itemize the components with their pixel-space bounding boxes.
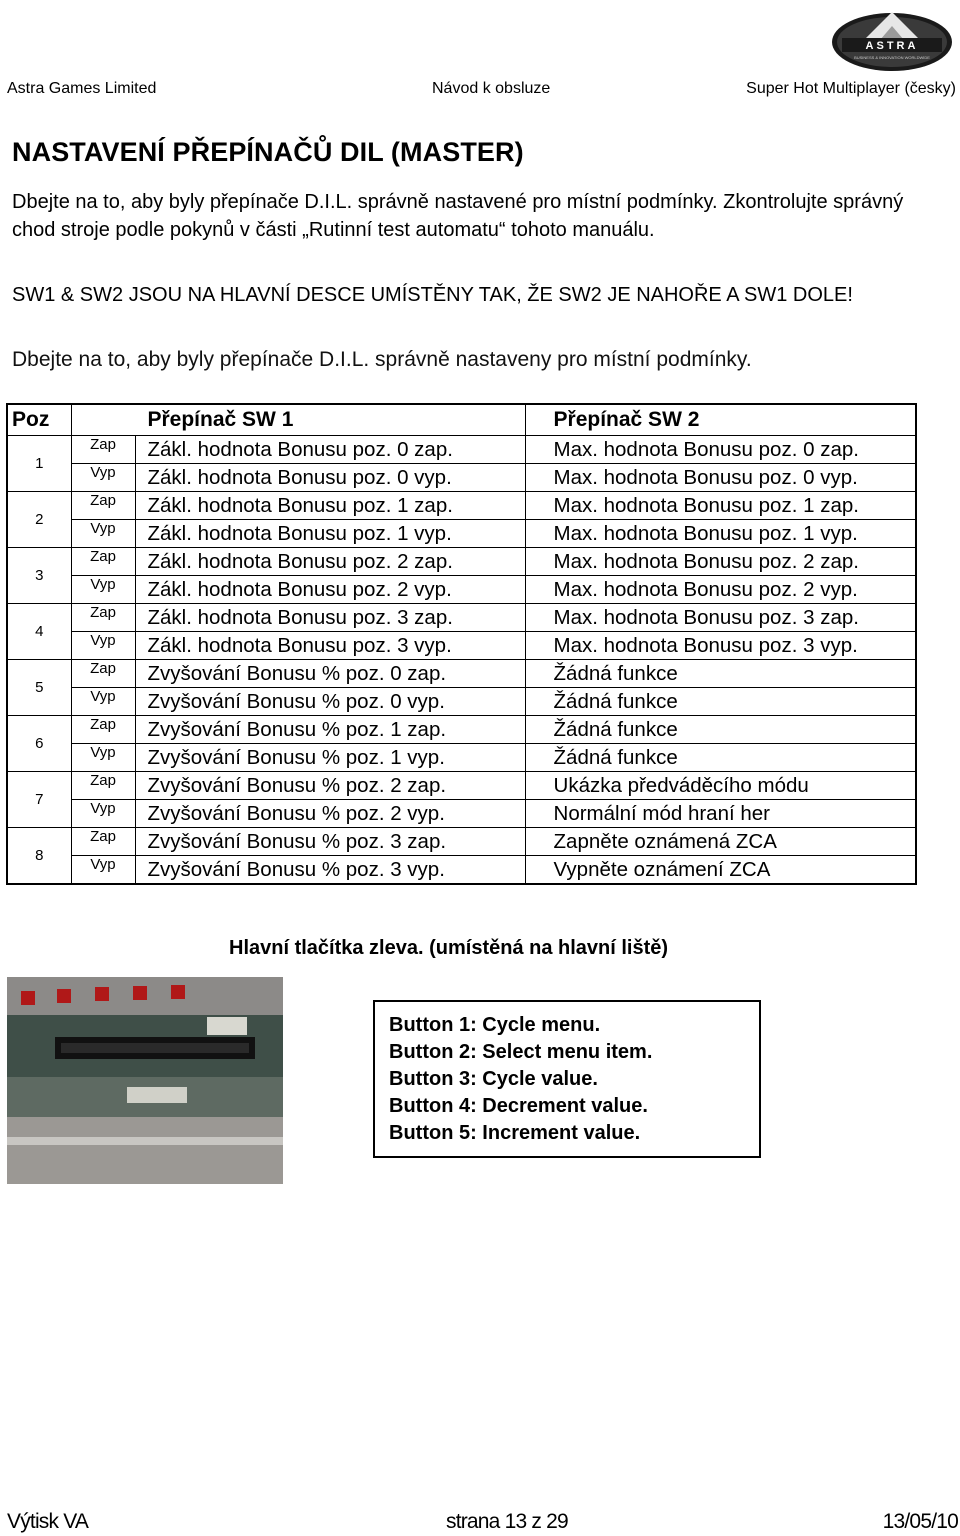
sw2-cell: Max. hodnota Bonusu poz. 1 zap. [525,492,916,520]
table-row [7,828,916,856]
sw2-cell: Max. hodnota Bonusu poz. 2 zap. [525,548,916,576]
sw1-cell: Zvyšování Bonusu % poz. 3 vyp. [135,856,525,885]
table-row [7,492,916,520]
header-doc-title: Návod k obsluze [432,80,551,97]
table-row [7,632,916,660]
table-row [7,688,916,716]
dip-switch-table [6,403,917,885]
state-cell: Vyp [71,520,135,548]
sw1-cell: Zvyšování Bonusu % poz. 1 vyp. [135,744,525,772]
table-row [7,856,916,885]
control-board-photo [7,977,283,1184]
sw2-cell: Max. hodnota Bonusu poz. 3 vyp. [525,632,916,660]
table-row [7,800,916,828]
state-cell: Zap [71,604,135,632]
logo-text: ASTRA [865,40,919,52]
header-poz: Poz [7,404,71,436]
position-cell: 2 [7,492,71,548]
state-cell: Vyp [71,744,135,772]
table-row [7,744,916,772]
sw1-cell: Zákl. hodnota Bonusu poz. 2 vyp. [135,576,525,604]
table-row [7,772,916,800]
page-title: NASTAVENÍ PŘEPÍNAČŮ DIL (MASTER) [12,137,524,167]
state-cell: Vyp [71,632,135,660]
sw2-cell: Žádná funkce [525,660,916,688]
footer-edition: Výtisk VA [7,1510,89,1533]
state-cell: Zap [71,492,135,520]
state-cell: Vyp [71,800,135,828]
sw1-cell: Zákl. hodnota Bonusu poz. 3 vyp. [135,632,525,660]
position-cell: 4 [7,604,71,660]
state-cell: Zap [71,548,135,576]
table-row [7,464,916,492]
position-cell: 7 [7,772,71,828]
table-row [7,548,916,576]
table-header-row [7,404,916,436]
sw2-cell: Žádná funkce [525,716,916,744]
sw1-cell: Zvyšování Bonusu % poz. 2 zap. [135,772,525,800]
state-cell: Zap [71,828,135,856]
header-company: Astra Games Limited [7,80,157,97]
sw1-cell: Zvyšování Bonusu % poz. 2 vyp. [135,800,525,828]
position-cell: 5 [7,660,71,716]
table-row [7,436,916,464]
sw1-cell: Zákl. hodnota Bonusu poz. 0 zap. [135,436,525,464]
astra-logo [830,4,954,72]
state-cell: Zap [71,716,135,744]
state-cell: Vyp [71,576,135,604]
position-cell: 6 [7,716,71,772]
sw2-cell: Normální mód hraní her [525,800,916,828]
position-cell: 8 [7,828,71,885]
button-legend-box [373,1000,761,1158]
header-sw1: Přepínač SW 1 [71,404,525,436]
warning-paragraph: SW1 & SW2 JSOU NA HLAVNÍ DESCE UMÍSTĚNY TAK, ŽE SW2 JE NAHOŘE A SW1 DOLE! [12,284,853,306]
sw2-cell: Ukázka předváděcího módu [525,772,916,800]
logo-subtext: BUSINESS & INNOVATION WORLDWIDE [854,55,930,60]
state-cell: Zap [71,436,135,464]
sw1-cell: Zákl. hodnota Bonusu poz. 3 zap. [135,604,525,632]
footer-date: 13/05/10 [882,1510,958,1533]
button-legend-item: Button 2: Select menu item. [389,1041,653,1063]
sw1-cell: Zákl. hodnota Bonusu poz. 0 vyp. [135,464,525,492]
sw2-cell: Max. hodnota Bonusu poz. 2 vyp. [525,576,916,604]
state-cell: Vyp [71,464,135,492]
sw2-cell: Zapněte oznámená ZCA [525,828,916,856]
button-legend-item: Button 5: Increment value. [389,1122,641,1144]
sw1-cell: Zákl. hodnota Bonusu poz. 2 zap. [135,548,525,576]
state-cell: Vyp [71,688,135,716]
buttons-caption: Hlavní tlačítka zleva. (umístěná na hlavní liště) [229,937,669,959]
sw2-cell: Žádná funkce [525,688,916,716]
position-cell: 3 [7,548,71,604]
sw2-cell: Vypněte oznámení ZCA [525,856,916,885]
sw2-cell: Max. hodnota Bonusu poz. 1 vyp. [525,520,916,548]
state-cell: Zap [71,772,135,800]
sw2-cell: Žádná funkce [525,744,916,772]
state-cell: Vyp [71,856,135,885]
position-cell: 1 [7,436,71,492]
table-row [7,716,916,744]
button-legend-item: Button 3: Cycle value. [389,1068,598,1090]
sw2-cell: Max. hodnota Bonusu poz. 0 zap. [525,436,916,464]
note-paragraph: Dbejte na to, aby byly přepínače D.I.L. správně nastaveny pro místní podmínky. [12,348,752,371]
sw1-cell: Zákl. hodnota Bonusu poz. 1 zap. [135,492,525,520]
sw2-cell: Max. hodnota Bonusu poz. 3 zap. [525,604,916,632]
intro-paragraph: Dbejte na to, aby byly přepínače D.I.L. správně nastavené pro místní podmínky. Zkontrolujte správný chod stroje podle pokynů v části „Rutinní test automatu“ tohoto manuálu. [12,191,904,241]
sw1-cell: Zvyšování Bonusu % poz. 3 zap. [135,828,525,856]
state-cell: Zap [71,660,135,688]
button-legend-item: Button 1: Cycle menu. [389,1014,601,1036]
sw1-cell: Zvyšování Bonusu % poz. 1 zap. [135,716,525,744]
footer-page-number: strana 13 z 29 [446,1510,568,1533]
header-game-title: Super Hot Multiplayer (česky) [746,80,956,97]
table-row [7,660,916,688]
sw1-cell: Zákl. hodnota Bonusu poz. 1 vyp. [135,520,525,548]
sw1-cell: Zvyšování Bonusu % poz. 0 zap. [135,660,525,688]
header-sw2: Přepínač SW 2 [525,404,916,436]
table-row [7,604,916,632]
table-row [7,520,916,548]
sw1-cell: Zvyšování Bonusu % poz. 0 vyp. [135,688,525,716]
sw2-cell: Max. hodnota Bonusu poz. 0 vyp. [525,464,916,492]
table-row [7,576,916,604]
button-legend-item: Button 4: Decrement value. [389,1095,648,1117]
